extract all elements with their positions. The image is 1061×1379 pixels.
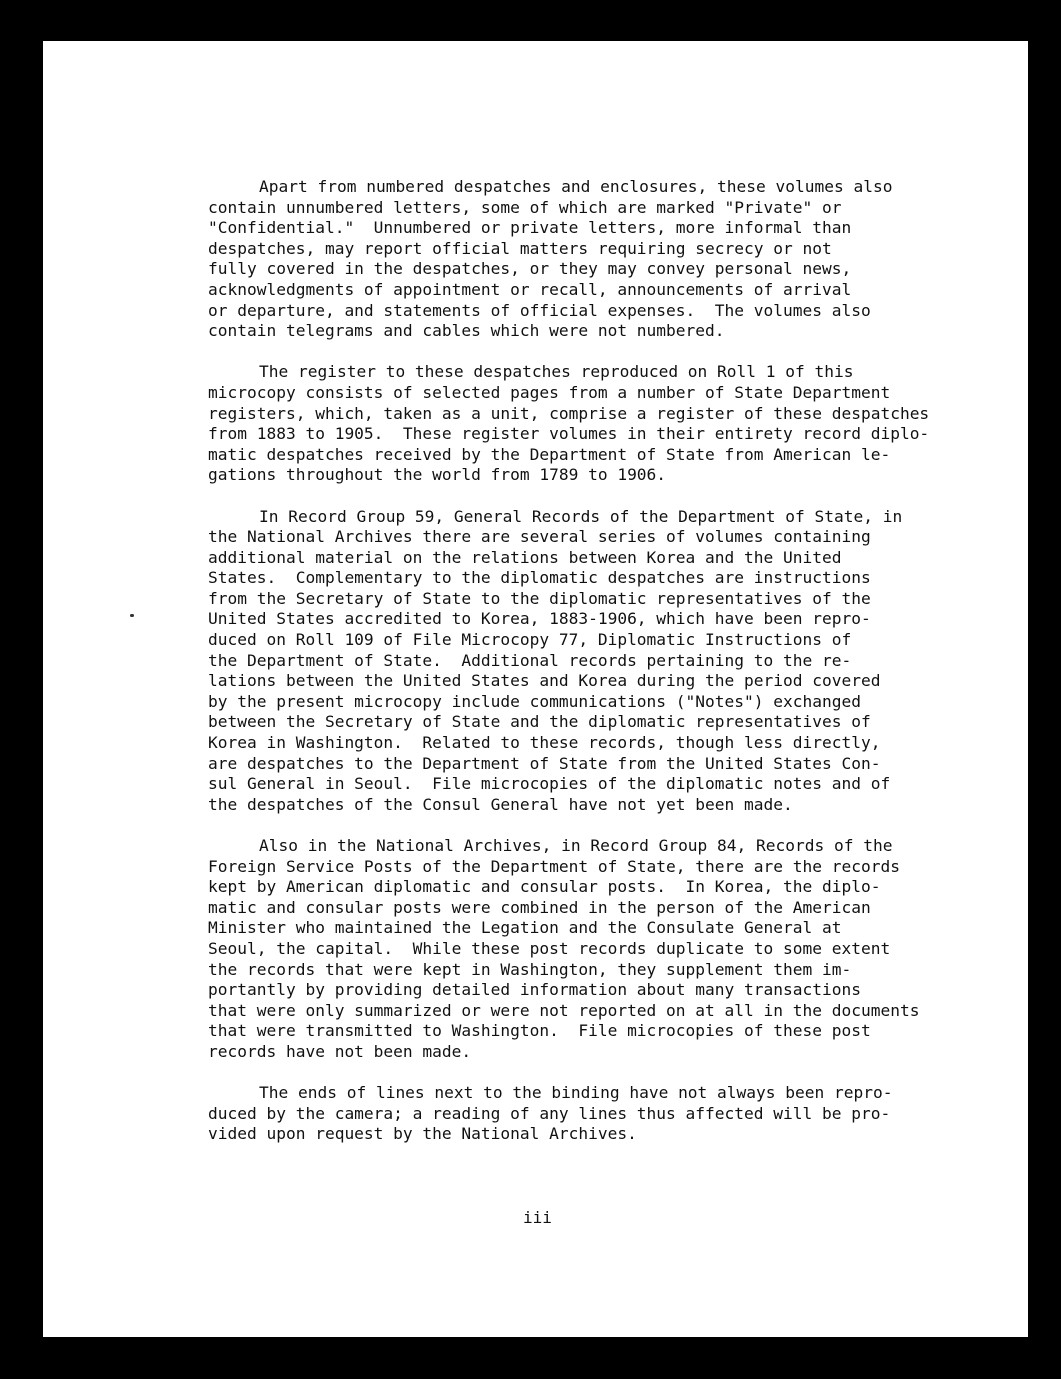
text-line: duced on Roll 109 of File Microcopy 77, Diplomatic Instructions of bbox=[208, 630, 852, 650]
text-line: microcopy consists of selected pages from a number of State Department bbox=[208, 382, 891, 402]
text-line: The ends of lines next to the binding have not always been repro- bbox=[259, 1083, 893, 1103]
page-number: iii bbox=[523, 1208, 552, 1227]
text-line: despatches, may report official matters requiring secrecy or not bbox=[208, 238, 832, 258]
text-line: the Department of State. Additional records pertaining to the re- bbox=[208, 650, 852, 670]
text-line: between the Secretary of State and the diplomatic representatives of bbox=[208, 712, 871, 732]
text-line: Also in the National Archives, in Record Group 84, Records of the bbox=[259, 836, 893, 855]
text-line: Korea in Washington. Related to these records, though less directly, bbox=[208, 733, 881, 753]
text-line: the despatches of the Consul General have not yet been made. bbox=[208, 794, 793, 814]
text-line: vided upon request by the National Archives. bbox=[208, 1124, 637, 1144]
text-line: the National Archives there are several series of volumes containing bbox=[208, 527, 871, 547]
text-line: sul General in Seoul. File microcopies of the diplomatic notes and of bbox=[208, 774, 891, 794]
text-line: gations throughout the world from 1789 to 1906. bbox=[208, 465, 667, 485]
text-line: the records that were kept in Washington, they supplement them im- bbox=[208, 959, 852, 979]
text-line: are despatches to the Department of State from the United States Con- bbox=[208, 753, 881, 773]
document-page bbox=[43, 41, 1028, 1337]
text-line: The register to these despatches reproduced on Roll 1 of this bbox=[259, 362, 854, 382]
text-line: that were only summarized or were not reported on at all in the documents bbox=[208, 1000, 920, 1020]
text-line: duced by the camera; a reading of any lines thus affected will be pro- bbox=[208, 1103, 891, 1123]
text-line: or departure, and statements of official expenses. The volumes also bbox=[208, 300, 871, 320]
text-line: Seoul, the capital. While these post records duplicate to some extent bbox=[208, 938, 891, 958]
text-line: kept by American diplomatic and consular posts. In Korea, the diplo- bbox=[208, 877, 881, 897]
paragraph bbox=[208, 1083, 1008, 1145]
text-line: Foreign Service Posts of the Department of State, there are the records bbox=[208, 856, 900, 876]
text-line: from the Secretary of State to the diplomatic representatives of the bbox=[208, 588, 871, 608]
text-line: United States accredited to Korea, 1883-1906, which have been repro- bbox=[208, 609, 871, 629]
text-line: In Record Group 59, General Records of the Department of State, in bbox=[259, 506, 903, 526]
text-line: Minister who maintained the Legation and the Consulate General at bbox=[208, 918, 842, 938]
paragraph bbox=[208, 362, 1008, 486]
text-line: fully covered in the despatches, or they may convey personal news, bbox=[208, 259, 852, 279]
text-line: by the present microcopy include communications ("Notes") exchanged bbox=[208, 691, 861, 711]
text-line: lations between the United States and Korea during the period covered bbox=[208, 671, 881, 691]
text-line: portantly by providing detailed information about many transactions bbox=[208, 980, 861, 1000]
text-line: additional material on the relations between Korea and the United bbox=[208, 547, 842, 567]
text-line: "Confidential." Unnumbered or private letters, more informal than bbox=[208, 218, 852, 238]
paragraph bbox=[208, 507, 1008, 816]
paragraph bbox=[208, 177, 1008, 342]
text-line: from 1883 to 1905. These register volumes in their entirety record diplo- bbox=[208, 424, 930, 444]
text-line: matic despatches received by the Department of State from American le- bbox=[208, 444, 891, 464]
text-line: matic and consular posts were combined in the person of the American bbox=[208, 897, 871, 917]
text-line: States. Complementary to the diplomatic despatches are instructions bbox=[208, 568, 871, 588]
text-line: contain telegrams and cables which were not numbered. bbox=[208, 321, 725, 341]
text-line: contain unnumbered letters, some of which are marked "Private" or bbox=[208, 197, 842, 217]
text-line: records have not been made. bbox=[208, 1041, 472, 1061]
paragraph bbox=[208, 836, 1008, 1063]
document-body bbox=[208, 177, 1008, 1166]
text-line: registers, which, taken as a unit, comprise a register of these despatches bbox=[208, 403, 930, 423]
text-line: Apart from numbered despatches and enclosures, these volumes also bbox=[259, 177, 893, 196]
text-line: that were transmitted to Washington. File microcopies of these post bbox=[208, 1021, 871, 1041]
scan-speck bbox=[130, 614, 134, 617]
text-line: acknowledgments of appointment or recall, announcements of arrival bbox=[208, 279, 852, 299]
